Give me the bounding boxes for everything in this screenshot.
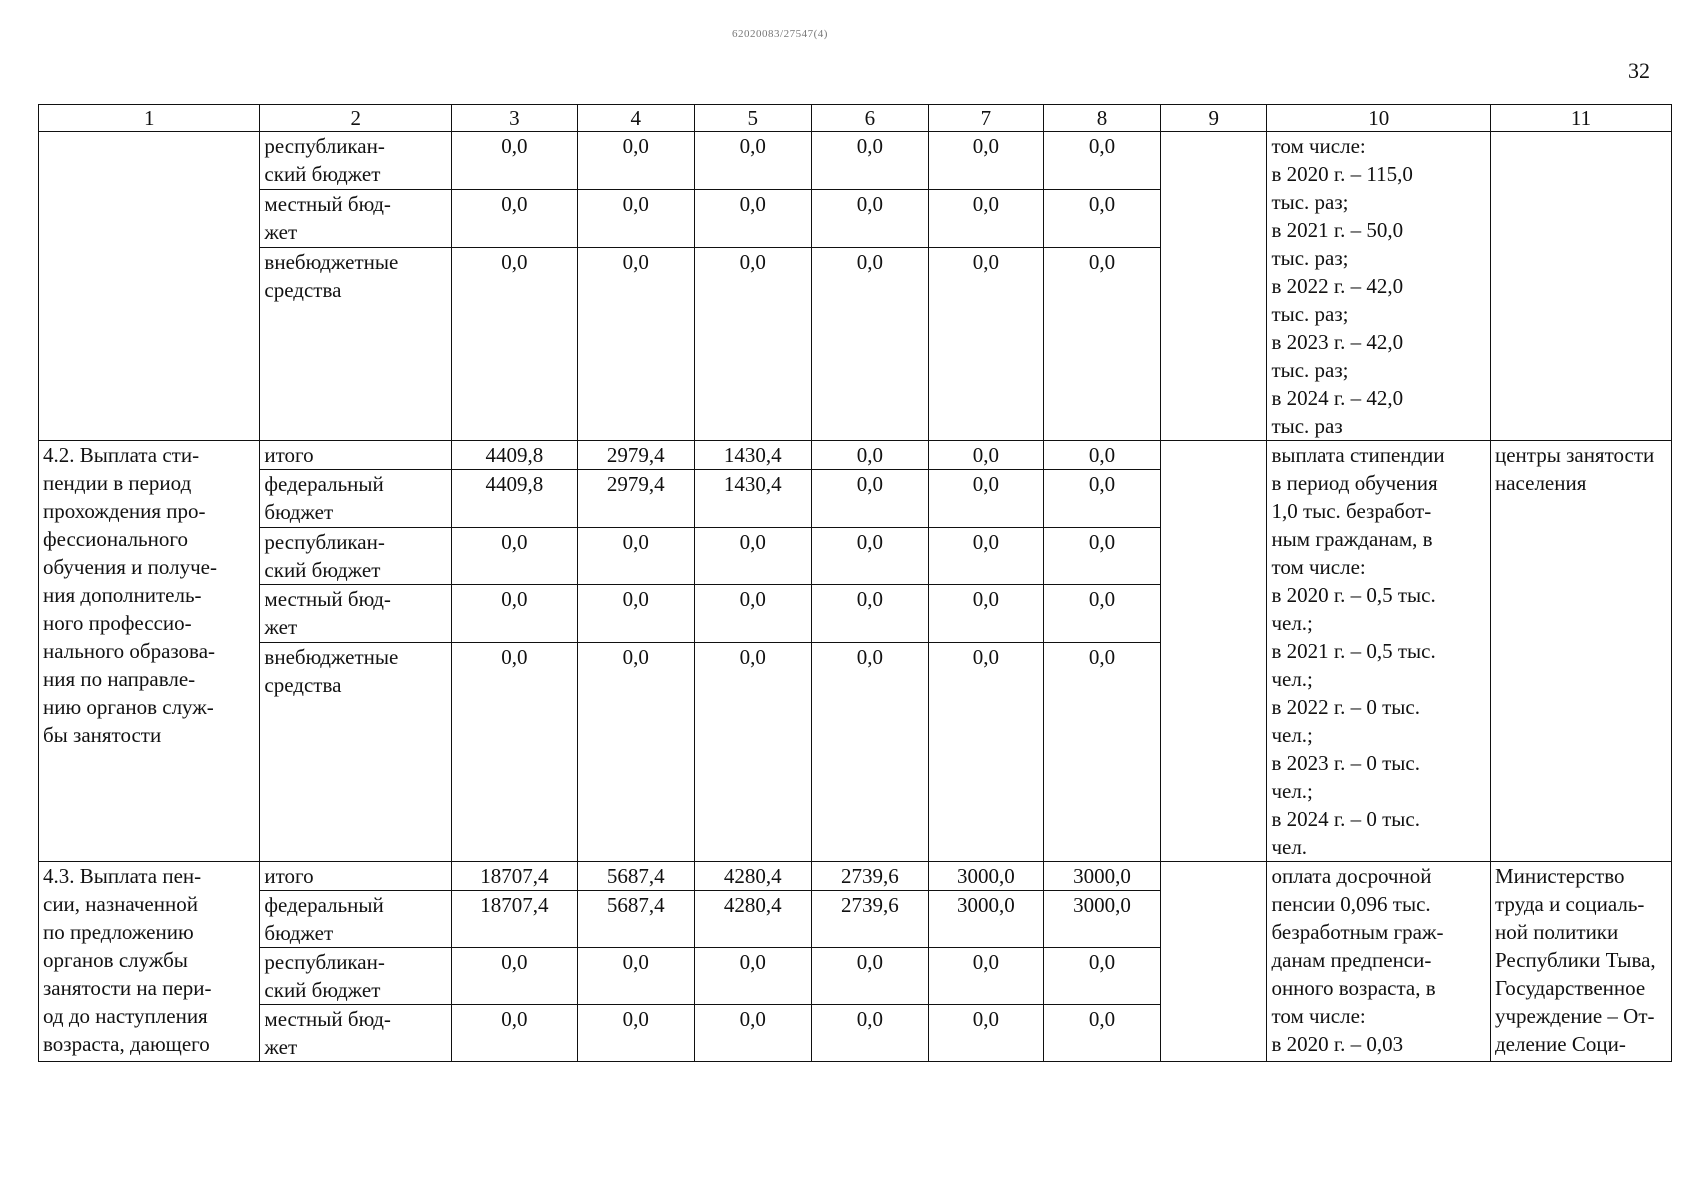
funding-source-cell: итого [260,441,452,470]
page-number: 32 [1628,58,1650,83]
value-cell: 5687,4 [577,862,694,891]
value-cell: 0,0 [577,1005,694,1062]
budget-table [38,104,1672,1062]
value-cell: 3000,0 [1043,891,1160,948]
target-indicator-cell: оплата досрочной пенсии 0,096 тыс. безработным граж- данам предпенси- онного возраста, в том числе: в 2020 г. – 0,03 [1267,862,1491,1062]
value-cell: 0,0 [1043,527,1160,585]
table-row [39,441,1672,470]
funding-source-cell: итого [260,862,452,891]
column-9-cell [1160,441,1266,862]
value-cell: 0,0 [694,248,811,441]
value-cell: 0,0 [928,585,1043,643]
funding-source-cell: республикан- ский бюджет [260,132,452,190]
value-cell: 2739,6 [811,891,928,948]
value-cell: 0,0 [1043,441,1160,470]
value-cell: 0,0 [694,527,811,585]
value-cell: 0,0 [928,248,1043,441]
column-header: 2 [260,105,452,132]
value-cell: 0,0 [1043,643,1160,862]
value-cell: 0,0 [452,132,578,190]
value-cell: 18707,4 [452,862,578,891]
funding-source-cell: местный бюд- жет [260,585,452,643]
value-cell: 5687,4 [577,891,694,948]
value-cell: 3000,0 [928,891,1043,948]
value-cell: 0,0 [928,643,1043,862]
funding-source-cell: местный бюд- жет [260,1005,452,1062]
value-cell: 0,0 [694,190,811,248]
value-cell: 0,0 [928,948,1043,1005]
value-cell: 1430,4 [694,441,811,470]
value-cell: 0,0 [1043,248,1160,441]
funding-source-cell: федеральный бюджет [260,891,452,948]
value-cell: 3000,0 [928,862,1043,891]
column-header: 4 [577,105,694,132]
value-cell: 0,0 [452,190,578,248]
value-cell: 4280,4 [694,862,811,891]
responsible-cell [1490,132,1671,441]
column-header: 6 [811,105,928,132]
column-header: 11 [1490,105,1671,132]
value-cell: 0,0 [811,190,928,248]
value-cell: 0,0 [811,643,928,862]
document-registration-code: 62020083/27547(4) [732,28,828,40]
value-cell: 0,0 [928,441,1043,470]
funding-source-cell: местный бюд- жет [260,190,452,248]
target-indicator-cell: выплата стипендии в период обучения 1,0 тыс. безработ- ным гражданам, в том числе: в 2020 г. – 0,5 тыс. чел.; в 2021 г. – 0,5 тыс. чел.; в 2022 г. – 0 тыс. чел.; в 2023 г. – 0 тыс. чел.; в 2024 г. – 0 тыс. чел. [1267,441,1491,862]
value-cell: 0,0 [577,190,694,248]
table-row [39,132,1672,190]
value-cell: 0,0 [928,1005,1043,1062]
value-cell: 0,0 [577,643,694,862]
funding-source-cell: внебюджетные средства [260,248,452,441]
value-cell: 0,0 [452,1005,578,1062]
value-cell: 2979,4 [577,470,694,528]
value-cell: 0,0 [452,643,578,862]
value-cell: 1430,4 [694,470,811,528]
activity-name-cell [39,132,260,441]
value-cell: 0,0 [577,948,694,1005]
value-cell: 0,0 [811,527,928,585]
responsible-cell: центры занятости населения [1490,441,1671,862]
value-cell: 0,0 [1043,948,1160,1005]
value-cell: 0,0 [1043,190,1160,248]
funding-source-cell: республикан- ский бюджет [260,527,452,585]
value-cell: 0,0 [452,585,578,643]
value-cell: 0,0 [694,585,811,643]
column-number-row [39,105,1672,132]
value-cell: 0,0 [928,190,1043,248]
value-cell: 0,0 [811,1005,928,1062]
column-9-cell [1160,862,1266,1062]
value-cell: 0,0 [452,527,578,585]
value-cell: 0,0 [811,585,928,643]
value-cell: 0,0 [928,132,1043,190]
value-cell: 2979,4 [577,441,694,470]
value-cell: 4409,8 [452,441,578,470]
value-cell: 0,0 [811,441,928,470]
value-cell: 0,0 [694,132,811,190]
value-cell: 0,0 [694,948,811,1005]
value-cell: 0,0 [811,132,928,190]
value-cell: 18707,4 [452,891,578,948]
value-cell: 0,0 [928,527,1043,585]
value-cell: 0,0 [452,248,578,441]
column-9-cell [1160,132,1266,441]
value-cell: 0,0 [577,527,694,585]
value-cell: 3000,0 [1043,862,1160,891]
value-cell: 0,0 [1043,585,1160,643]
activity-name-cell: 4.3. Выплата пен- сии, назначенной по предложению органов службы занятости на пери- од до наступления возраста, дающего [39,862,260,1062]
value-cell: 0,0 [1043,470,1160,528]
value-cell: 0,0 [577,248,694,441]
funding-source-cell: федеральный бюджет [260,470,452,528]
responsible-cell: Министерство труда и социаль- ной политики Республики Тыва, Государственное учреждение – От- деление Соци- [1490,862,1671,1062]
column-header: 10 [1267,105,1491,132]
value-cell: 0,0 [577,132,694,190]
target-indicator-cell: том числе: в 2020 г. – 115,0 тыс. раз; в 2021 г. – 50,0 тыс. раз; в 2022 г. – 42,0 тыс. раз; в 2023 г. – 42,0 тыс. раз; в 2024 г. – 42,0 тыс. раз [1267,132,1491,441]
funding-source-cell: республикан- ский бюджет [260,948,452,1005]
value-cell: 0,0 [1043,1005,1160,1062]
value-cell: 0,0 [452,948,578,1005]
value-cell: 0,0 [694,643,811,862]
value-cell: 2739,6 [811,862,928,891]
value-cell: 4409,8 [452,470,578,528]
column-header: 3 [452,105,578,132]
column-header: 8 [1043,105,1160,132]
value-cell: 4280,4 [694,891,811,948]
value-cell: 0,0 [811,248,928,441]
column-header: 5 [694,105,811,132]
value-cell: 0,0 [1043,132,1160,190]
column-header: 1 [39,105,260,132]
table-row [39,862,1672,891]
value-cell: 0,0 [694,1005,811,1062]
value-cell: 0,0 [577,585,694,643]
activity-name-cell: 4.2. Выплата сти- пендии в период прохождения про- фессионального обучения и получе- ния дополнитель- ного профессио- нального образова- ния по направле- нию органов служ- бы занятости [39,441,260,862]
column-header: 9 [1160,105,1266,132]
value-cell: 0,0 [811,470,928,528]
column-header: 7 [928,105,1043,132]
funding-source-cell: внебюджетные средства [260,643,452,862]
value-cell: 0,0 [811,948,928,1005]
value-cell: 0,0 [928,470,1043,528]
